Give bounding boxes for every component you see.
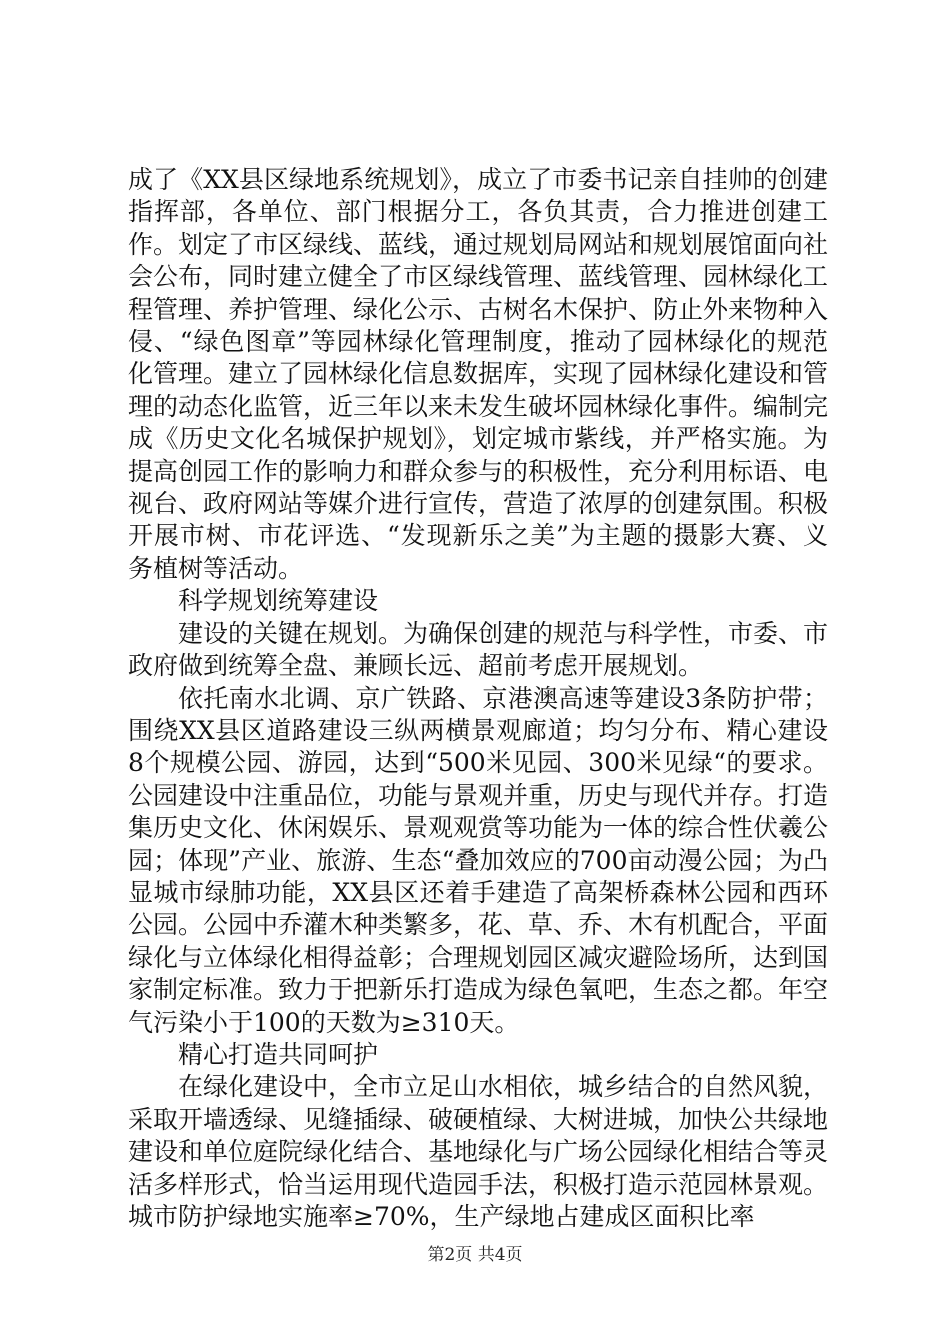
document-body [128, 164, 828, 1233]
section-heading-care: 精心打造共同呵护 [178, 1039, 379, 1069]
paragraph-planning-key: 建设的关键在规划。为确保创建的规范与科学性，市委、市政府做到统筹全盘、兼顾长远、超前考虑开展规划。 [128, 618, 829, 681]
paragraph-greening: 在绿化建设中，全市立足山水相依，城乡结合的自然风貌，采取开墙透绿、见缝插绿、破硬植绿、大树进城，加快公共绿地建设和单位庭院绿化结合、基地绿化与广场公园绿化相结合等灵活多样形式，恰当运用现代造园手法，积极打造示范园林景观。城市防护绿地实施率≥70%，生产绿地占建成区面积比率 [128, 1072, 829, 1231]
section-heading-planning: 科学规划统筹建设 [178, 586, 379, 616]
paragraph-continued: 成了《XX县区绿地系统规划》，成立了市委书记亲自挂帅的创建指挥部，各单位、部门根据分工，各负其责，合力推进创建工作。划定了市区绿线、蓝线，通过规划局网站和规划展馆面向社会公布，同时建立健全了市区绿线管理、蓝线管理、园林绿化工程管理、养护管理、绿化公示、古树名木保护、防止外来物种入侵、“绿色图章”等园林绿化管理制度，推动了园林绿化的规范化管理。建立了园林绿化信息数据库，实现了园林绿化建设和管理的动态化监管，近三年以来未发生破坏园林绿化事件。编制完成《历史文化名城保护规划》，划定城市紫线，并严格实施。为提高创园工作的影响力和群众参与的积极性，充分利用标语、电视台、政府网站等媒介进行宣传，营造了浓厚的创建氛围。积极开展市树、市花评选、“发现新乐之美”为主题的摄影大赛、义务植树等活动。 [128, 165, 829, 583]
paragraph-parks: 依托南水北调、京广铁路、京港澳高速等建设3条防护带；围绕XX县区道路建设三纵两横景观廊道；均匀分布、精心建设8个规模公园、游园，达到“500米见园、300米见绿“的要求。公园建设中注重品位，功能与景观并重，历史与现代并存。打造集历史文化、休闲娱乐、景观观赏等功能为一体的综合性伏羲公园；体现”产业、旅游、生态“叠加效应的700亩动漫公园；为凸显城市绿肺功能，XX县区还着手建造了高架桥森林公园和西环公园。公园中乔灌木种类繁多，花、草、乔、木有机配合，平面绿化与立体绿化相得益彰；合理规划园区减灾避险场所，达到国家制定标准。致力于把新乐打造成为绿色氧吧，生态之都。年空气污染小于100的天数为≥310天。 [128, 683, 829, 1037]
page-footer: 第2页 共4页 [427, 1245, 523, 1265]
